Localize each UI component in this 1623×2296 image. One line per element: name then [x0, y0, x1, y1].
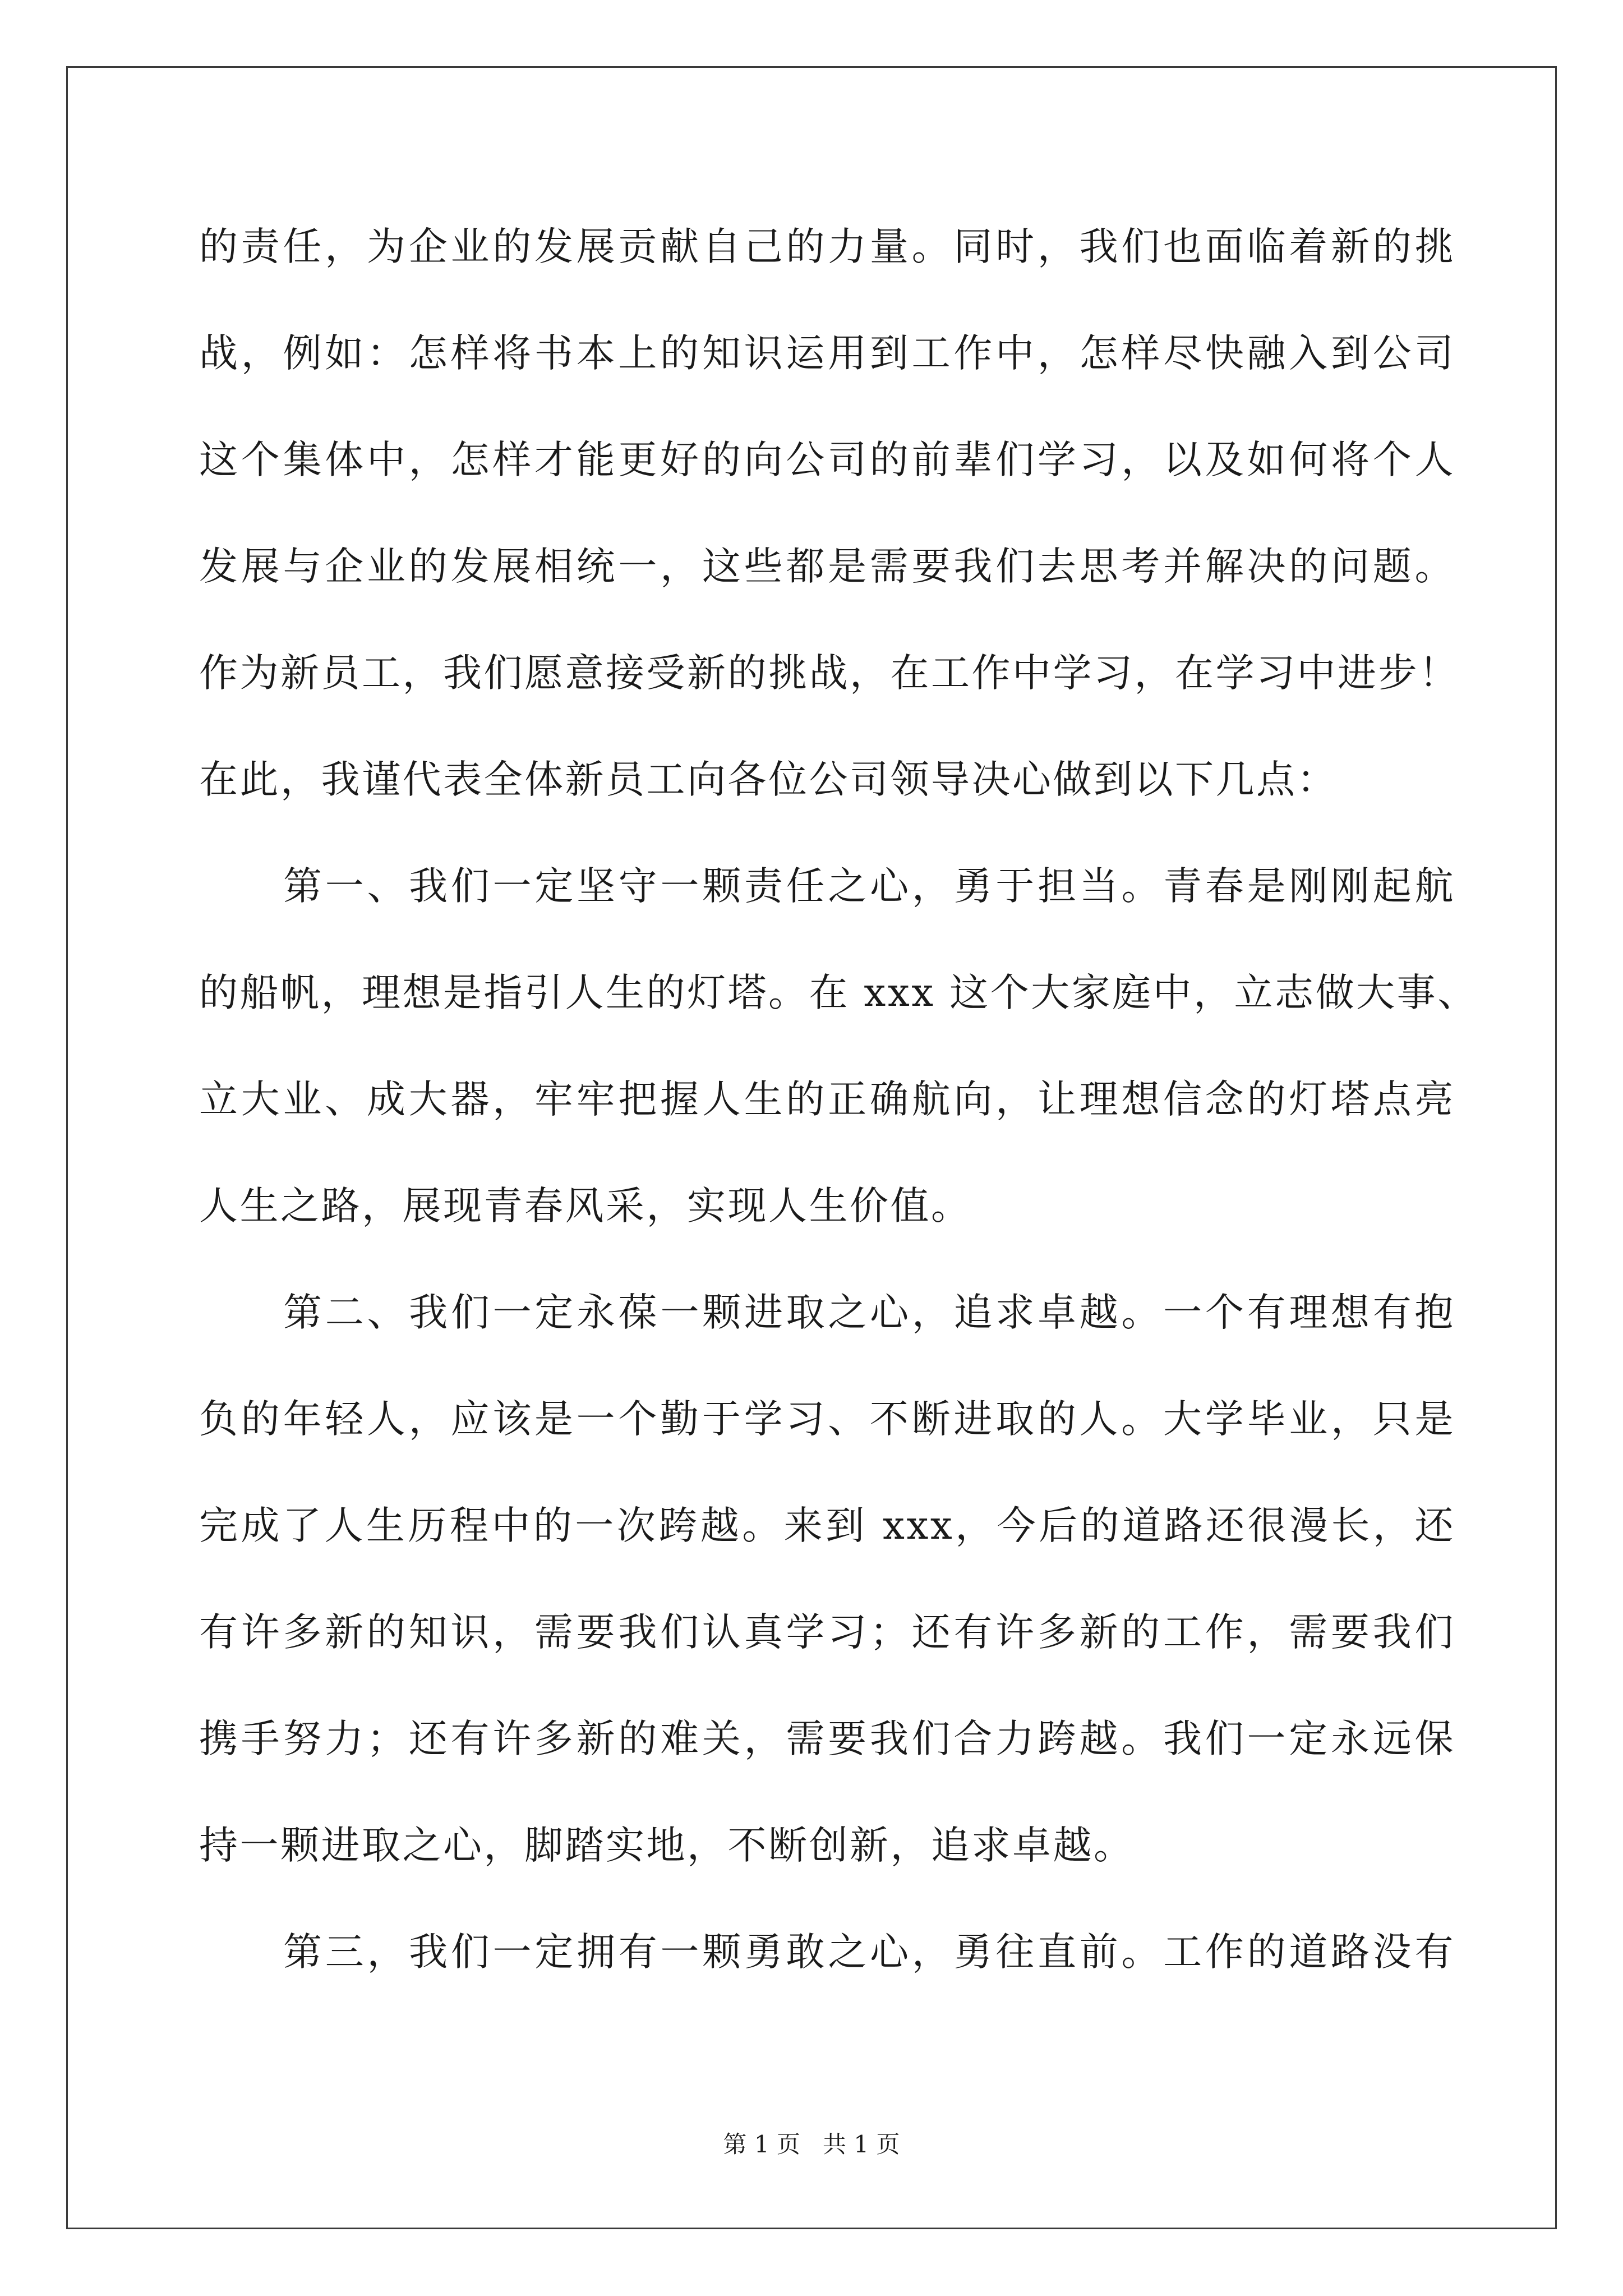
text-line: 的责任，为企业的发展贡献自己的力量。同时，我们也面临着新的挑: [199, 224, 1455, 269]
text-line: 的船帆，理想是指引人生的灯塔。在 xxx 这个大家庭中，立志做大事、: [199, 970, 1478, 1015]
text-line: 作为新员工，我们愿意接受新的挑战，在工作中学习，在学习中进步！: [199, 651, 1460, 696]
text-line: 持一颗进取之心，脚踏实地，不断创新，追求卓越。: [199, 1823, 1135, 1868]
text-line: 第一、我们一定坚守一颗责任之心，勇于担当。青春是刚刚起航: [283, 864, 1455, 909]
text-line: 有许多新的知识，需要我们认真学习；还有许多新的工作，需要我们: [199, 1610, 1455, 1655]
text-line: 在此，我谨代表全体新员工向各位公司领导决心做到以下几点：: [199, 757, 1338, 802]
text-line: 发展与企业的发展相统一，这些都是需要我们去思考并解决的问题。: [199, 544, 1455, 589]
text-line: 完成了人生历程中的一次跨越。来到 xxx，今后的道路还很漫长，还: [199, 1503, 1455, 1548]
text-line: 第二、我们一定永葆一颗进取之心，追求卓越。一个有理想有抱: [283, 1290, 1455, 1335]
page-border: [66, 66, 1557, 2229]
text-line: 第三，我们一定拥有一颗勇敢之心，勇往直前。工作的道路没有: [283, 1930, 1455, 1975]
text-line: 立大业、成大器，牢牢把握人生的正确航向，让理想信念的灯塔点亮: [199, 1077, 1455, 1122]
text-line: 这个集体中，怎样才能更好的向公司的前辈们学习，以及如何将个人: [199, 438, 1455, 482]
page-footer: 第 1 页 共 1 页: [723, 2131, 900, 2158]
text-line: 战，例如：怎样将书本上的知识运用到工作中，怎样尽快融入到公司: [199, 331, 1455, 376]
text-line: 人生之路，展现青春风采，实现人生价值。: [199, 1184, 972, 1228]
text-line: 负的年轻人，应该是一个勤于学习、不断进取的人。大学毕业，只是: [199, 1397, 1455, 1442]
text-line: 携手努力；还有许多新的难关，需要我们合力跨越。我们一定永远保: [199, 1717, 1455, 1761]
